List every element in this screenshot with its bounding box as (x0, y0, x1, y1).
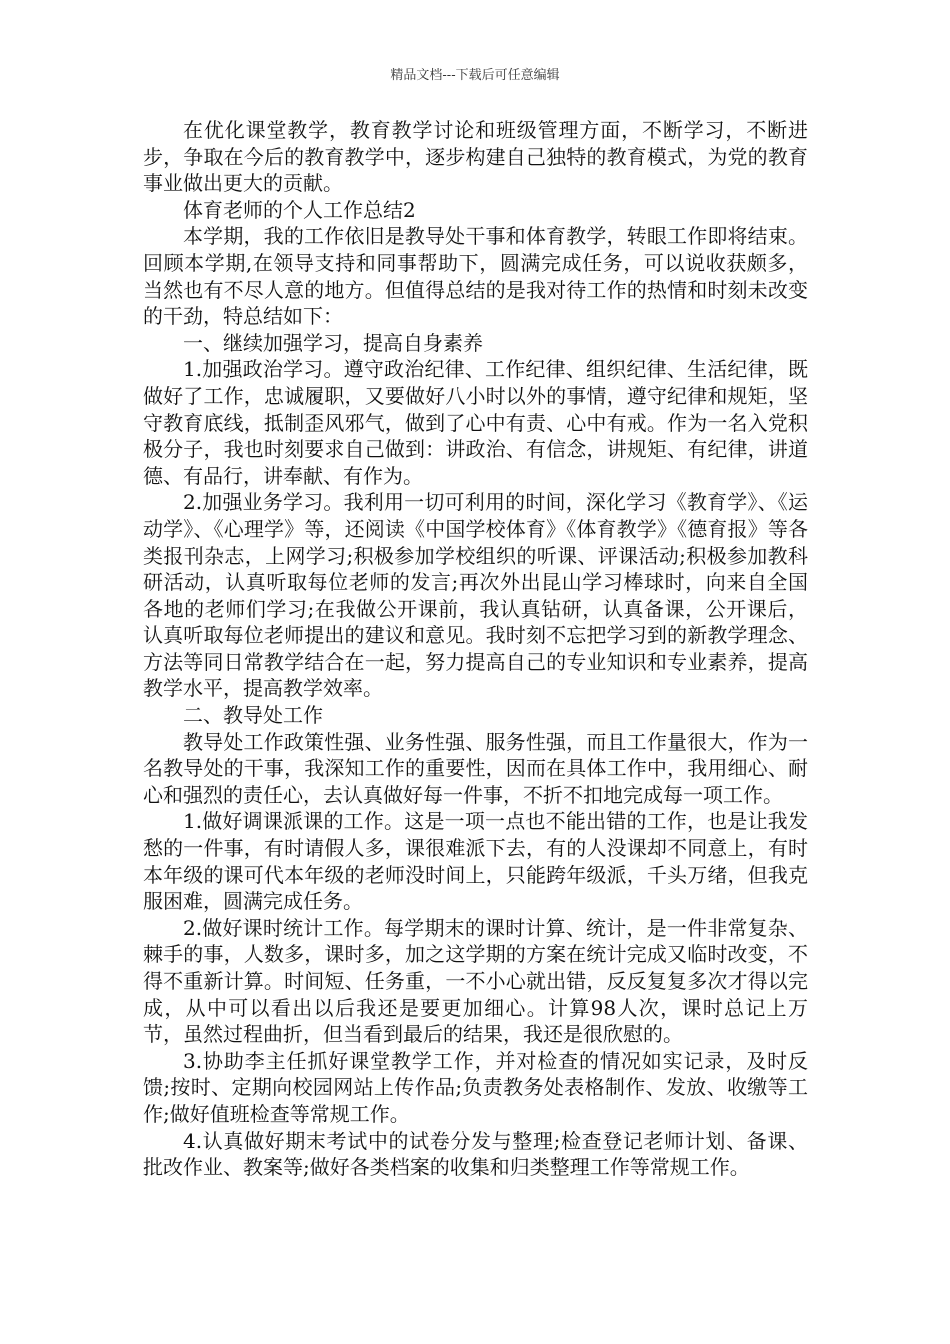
paragraph: 1.加强政治学习。遵守政治纪律、工作纪律、组织纪律、生活纪律，既做好了工作，忠诚履职，又要做好八小时以外的事情，遵守纪律和规矩，坚守教育底线，抵制歪风邪气，做到了心中有责、心中有戒。作为一名入党积极分子，我也时刻要求自己做到：讲政治、有信念，讲规矩、有纪律，讲道德、有品行，讲奉献、有作为。 (143, 357, 808, 488)
section-title: 体育老师的个人工作总结2 (183, 197, 416, 222)
paragraph: 2.做好课时统计工作。每学期末的课时计算、统计，是一件非常复杂、棘手的事，人数多，课时多，加之这学期的方案在统计完成又临时改变，不得不重新计算。时间短、任务重，一不小心就出错，反反复复多次才得以完成，从中可以看出以后我还是要更加细心。计算98人次，课时总记上万节，虽然过程曲折，但当看到最后的结果，我还是很欣慰的。 (143, 915, 808, 1047)
paragraph: 教导处工作政策性强、业务性强、服务性强，而且工作量很大，作为一名教导处的干事，我深知工作的重要性，因而在具体工作中，我用细心、耐心和强烈的责任心，去认真做好每一件事，不折不扣地完成每一项工作。 (143, 729, 808, 807)
paragraph: 1.做好调课派课的工作。这是一项一点也不能出错的工作，也是让我发愁的一件事，有时请假人多，课很难派下去，有的人没课却不同意上，有时本年级的课可代本年级的老师没时间上，只能跨年级派，千头万绪，但我克服困难，圆满完成任务。 (143, 809, 808, 914)
paragraph: 2.加强业务学习。我利用一切可利用的时间，深化学习《教育学》、《运动学》、《心理学》等，还阅读《中国学校体育》《体育教学》《德育报》等各类报刊杂志，上网学习;积极参加学校组织的听课、评课活动;积极参加教科研活动，认真听取每位老师的发言;再次外出昆山学习棒球时，向来自全国各地的老师们学习;在我做公开课前，我认真钻研，认真备课，公开课后，认真听取每位老师提出的建议和意见。我时刻不忘把学习到的新教学理念、方法等同日常教学结合在一起，努力提高自己的专业知识和专业素养，提高教学水平，提高教学效率。 (143, 490, 808, 701)
paragraph: 4.认真做好期末考试中的试卷分发与整理;检查登记老师计划、备课、批改作业、教案等;做好各类档案的收集和归类整理工作等常规工作。 (143, 1128, 808, 1180)
section-heading: 二、教导处工作 (183, 703, 323, 728)
page-header: 精品文档---下载后可任意编辑 (390, 68, 560, 83)
paragraph: 3.协助李主任抓好课堂教学工作，并对检查的情况如实记录，及时反馈;按时、定期向校园网站上传作品;负责教务处表格制作、发放、收缴等工作;做好值班检查等常规工作。 (143, 1048, 808, 1126)
paragraph: 本学期，我的工作依旧是教导处干事和体育教学，转眼工作即将结束。回顾本学期,在领导支持和同事帮助下，圆满完成任务，可以说收获颇多，当然也有不尽人意的地方。但值得总结的是我对待工作的热情和时刻未改变的干劲，特总结如下： (143, 224, 808, 329)
section-heading: 一、继续加强学习，提高自身素养 (183, 330, 483, 355)
paragraph: 在优化课堂教学，教育教学讨论和班级管理方面，不断学习，不断进步，争取在今后的教育教学中，逐步构建自己独特的教育模式，为党的教育事业做出更大的贡献。 (143, 118, 808, 196)
document-body (143, 117, 808, 1181)
